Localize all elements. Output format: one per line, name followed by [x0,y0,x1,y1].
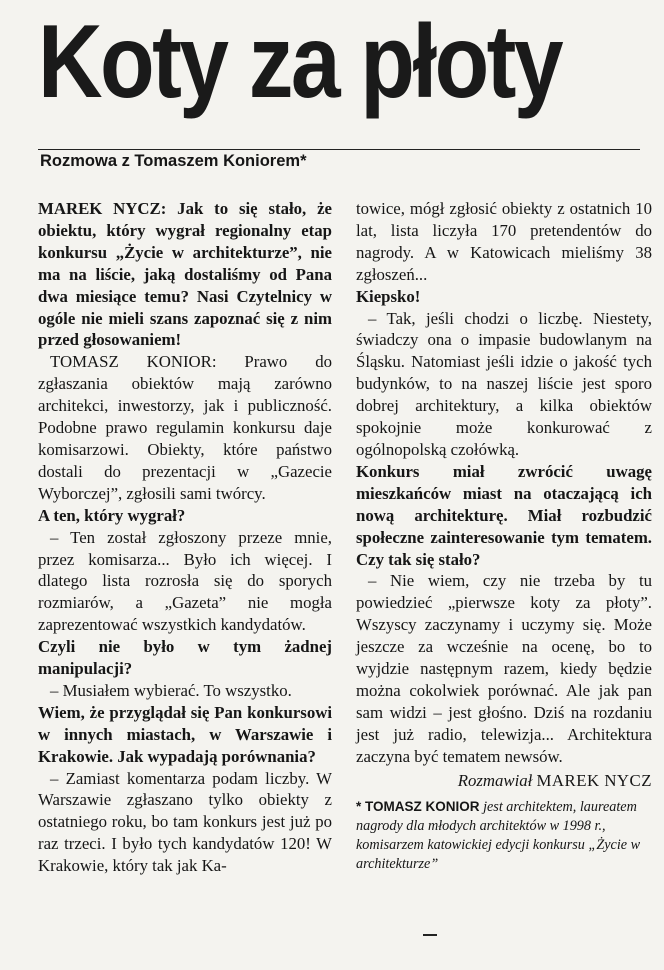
headline: Koty za płoty [38,4,562,120]
answer-4: – Zamiast komentarza podam liczby. W Warszawie zgłaszano tylko obiekty z ostatniego roku, bo tam konkurs jest już po raz trzeci. I było tych kandydatów 120! W Krakowie, który tak jak Ka- [38,768,332,876]
footnote-text: jest architektem, laureatem nagrody dla młodych architektów w 1998 r., komisarzem katowickiej edycji konkursu „Życie w architekturze” [356,799,641,873]
signature-name: MAREK NYCZ [536,770,652,790]
signature-label: Rozmawiał [457,770,533,790]
question-4: Wiem, że przyglądał się Pan konkursowi w innych miastach, w Warszawie i Krakowie. Jak wypadają porównania? [38,702,332,766]
page-dash [423,934,437,936]
footnote-name: TOMASZ KONIOR [365,799,480,815]
answer-4-continued: towice, mógł zgłosić obiekty z ostatnich 10 lat, lista liczyła 170 pretendentów do nagrody. A w Katowicach mieliśmy 38 zgłoszeń... [356,199,652,284]
question-1: MAREK NYCZ: Jak to się stało, że obiektu, który wygrał regionalny etap konkursu „Życie w architekturze”, nie ma na liście, jaką dostaliśmy od Pana dwa miesiące temu? Nasi Czytelnicy w ogóle nie mieli szans zapoznać się z nim przed głosowaniem! [38,199,332,350]
answer-1: TOMASZ KONIOR: Prawo do zgłaszania obiektów mają zarówno architekci, inwestorzy, jak i publiczność. Podobne prawo regulamin konkursu daje komisarzowi. Obiekty, które państwo dostali do prezentacji w „Gazecie Wyborczej”, zgłosili sami twórcy. [38,352,332,503]
right-column [356,198,652,874]
footnote [356,797,652,874]
signature [356,770,652,792]
question-5: Kiepsko! [356,286,421,306]
question-6: Konkurs miał zwrócić uwagę mieszkańców miast na otaczającą ich nową architekturę. Miał rozbudzić społeczne zainteresowanie tym tematem. Czy tak się stało? [356,461,652,569]
subtitle: Rozmowa z Tomaszem Koniorem* [40,152,307,170]
answer-3: – Musiałem wybierać. To wszystko. [50,680,292,700]
answer-2: – Ten został zgłoszony przeze mnie, przez komisarza... Było ich więcej. I dlatego lista rozrosła się do sporych rozmiarów, a „Gazeta” nie mogła zaprezentować wszystkich kandydatów. [38,527,332,635]
question-3: Czyli nie było w tym żadnej manipulacji? [38,637,332,679]
question-2: A ten, który wygrał? [38,505,186,525]
answer-6: – Nie wiem, czy nie trzeba by tu powiedzieć „pierwsze koty za płoty”. Wszyscy zaczynamy i uczymy się. Może jeszcze za wcześnie na ocenę, bo to wyjdzie następnym razem, kiedy będzie można cokolwiek porównać. Ale jak pan sam widzi – jest głośno. Dziś na rozdaniu jest już radio, telewizja... Architektura zaczyna być tematem newsów. [356,571,652,766]
footnote-marker: * [356,799,366,815]
left-column [38,198,332,877]
answer-5: – Tak, jeśli chodzi o liczbę. Niestety, świadczy ona o impasie budowlanym na Śląsku. Natomiast jeśli idzie o jakość tych budynków, to na naszej liście jest sporo dobrej architektury, a kilka obiektów spokojnie może konkurować z ogólnopolską czołówką. [356,308,652,459]
